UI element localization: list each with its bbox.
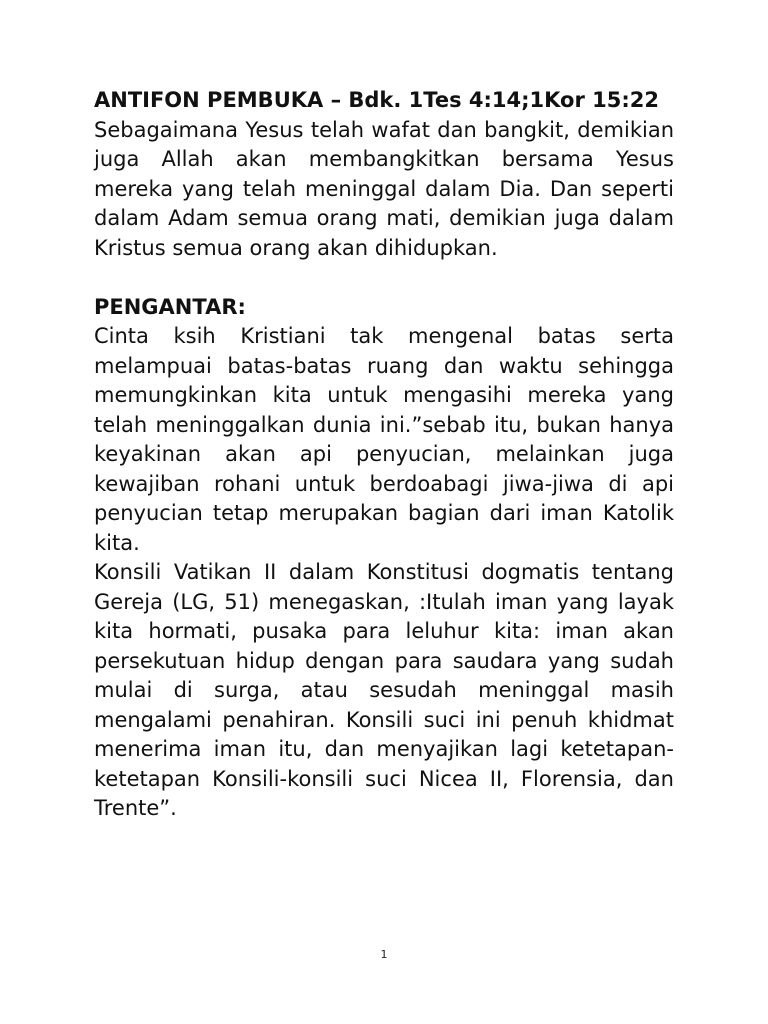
pengantar-paragraph-1: Cinta ksih Kristiani tak mengenal batas serta melampuai batas-batas ruang dan waktu sehingga memungkinkan kita untuk mengasihi mereka yang telah meninggalkan dunia ini.”sebab itu, bukan hanya keyakinan akan api penyucian, melainkan juga kewajiban rohani untuk berdoabagi jiwa-jiwa di api penyucian tetap merupakan bagian dari iman Katolik kita. — [94, 324, 674, 555]
page-number: 1 — [380, 948, 388, 961]
pengantar-paragraph-2: Konsili Vatikan II dalam Konstitusi dogmatis tentang Gereja (LG, 51) menegaskan, :Itulah iman yang layak kita hormati, pusaka para leluhur kita: iman akan persekutuan hidup dengan para saudara yang sudah mulai di surga, atau sesudah meninggal masih mengalami penahiran. Konsili suci ini penuh khidmat menerima iman itu, dan menyajikan lagi ketetapan-ketetapan Konsili-konsili suci Nicea II, Florensia, dan Trente”. — [94, 560, 674, 820]
document-page — [94, 86, 674, 824]
pengantar-heading: PENGANTAR: — [94, 294, 246, 319]
antifon-heading: ANTIFON PEMBUKA – Bdk. 1Tes 4:14;1Kor 15:22 — [94, 88, 659, 112]
antifon-text: Sebagaimana Yesus telah wafat dan bangkit, demikian juga Allah akan membangkitkan bersama Yesus mereka yang telah meninggal dalam Dia. Dan seperti dalam Adam semua orang mati, demikian juga dalam Kristus semua orang akan dihidupkan. — [94, 117, 674, 260]
blank-line — [94, 263, 674, 293]
